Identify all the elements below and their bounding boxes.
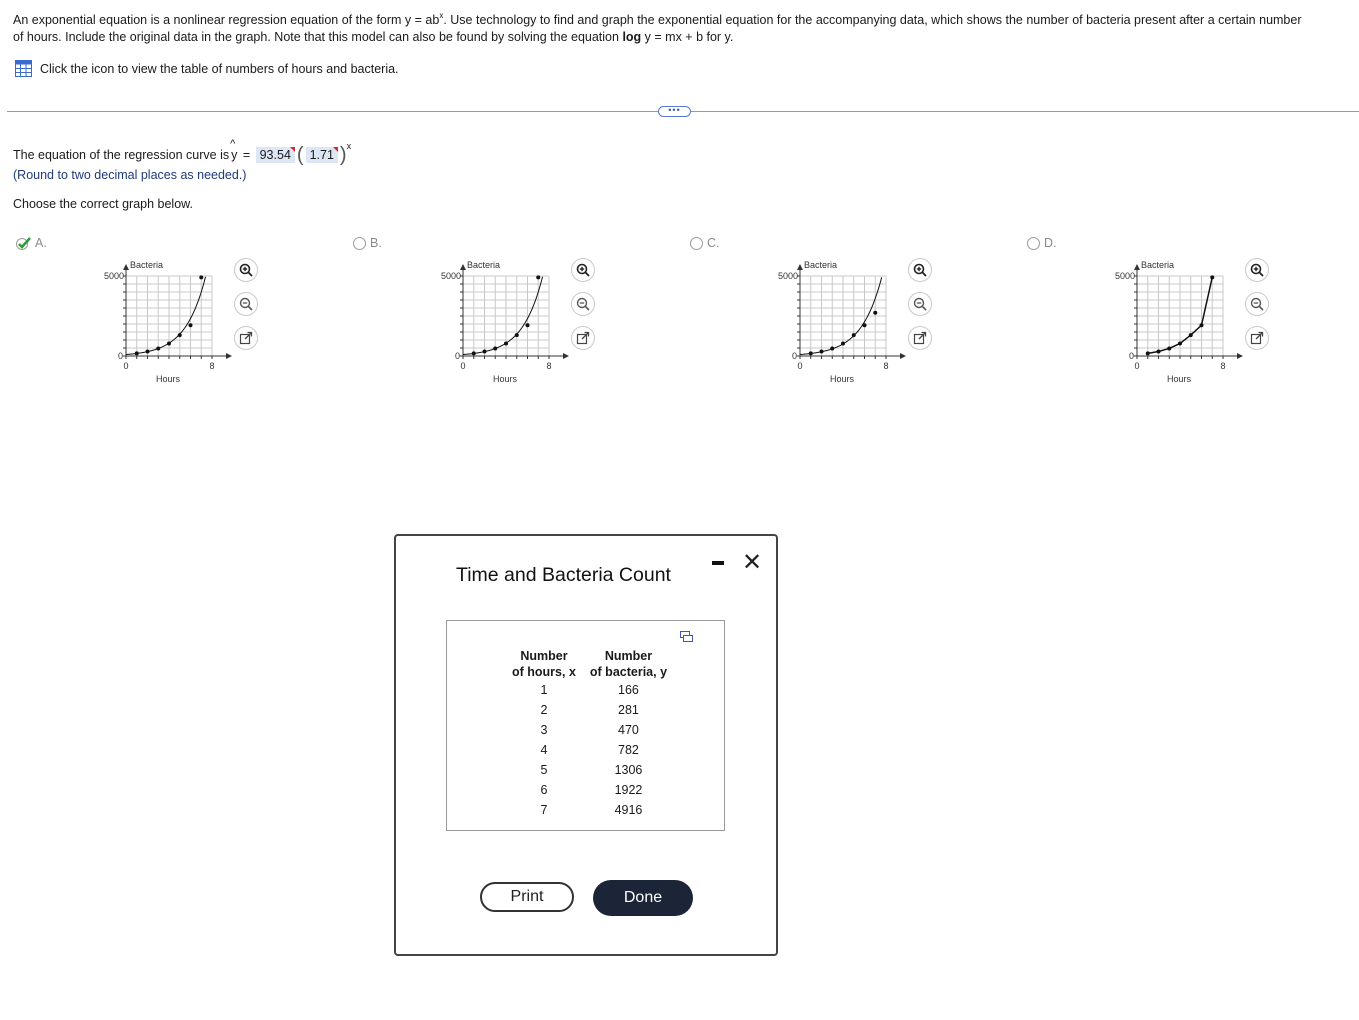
x-axis-arrow: [1237, 353, 1243, 359]
table-row: [505, 740, 674, 760]
table-row: [505, 680, 674, 700]
zoom-in-icon[interactable]: [913, 263, 927, 277]
hours-cell: 6: [540, 783, 548, 797]
minimize-icon[interactable]: [712, 561, 724, 565]
pop-out-icon[interactable]: [239, 331, 253, 345]
pop-out-button[interactable]: [571, 326, 595, 350]
zoom-out-icon[interactable]: [1250, 297, 1264, 311]
intro-text-2: . Use technology to find and graph the exponential equation for the accompanying data, which shows the number of bacteria present after a certain number: [443, 13, 1302, 28]
pop-out-icon[interactable]: [576, 331, 590, 345]
round-note: (Round to two decimal places as needed.): [13, 168, 247, 182]
hours-cell: 4: [540, 743, 548, 757]
col-hours-header: Number of hours, x: [512, 649, 576, 679]
option-graph: [94, 256, 244, 386]
data-point: [1210, 275, 1214, 279]
x-axis-arrow: [900, 353, 906, 359]
zoom-in-icon[interactable]: [1250, 263, 1264, 277]
left-paren: (: [296, 144, 304, 166]
zoom-in-button[interactable]: [908, 258, 932, 282]
x-tick-label: 8: [209, 361, 215, 371]
zoom-out-icon[interactable]: [239, 297, 253, 311]
hours-cell: 1: [540, 683, 548, 697]
zoom-out-button[interactable]: [234, 292, 258, 316]
hat-symbol: ^: [230, 138, 236, 150]
pop-out-button[interactable]: [908, 326, 932, 350]
regression-equation: [13, 138, 352, 166]
option-c-radio[interactable]: [690, 236, 720, 250]
y-axis-arrow: [1134, 264, 1140, 270]
y-axis-arrow: [460, 264, 466, 270]
hours-cell: 5: [540, 763, 548, 777]
copy-icon[interactable]: [680, 631, 693, 642]
option-graph: [1105, 256, 1255, 386]
data-table: [505, 648, 674, 820]
data-point: [515, 333, 519, 337]
y-hat: ^ y: [230, 138, 238, 162]
intro-text-4: y = mx + b for y.: [641, 30, 734, 45]
data-point: [483, 350, 487, 354]
option-letter: B.: [370, 236, 382, 250]
option-b-radio[interactable]: [353, 236, 382, 250]
bacteria-cell: 281: [618, 703, 639, 717]
y-axis-label: Bacteria: [467, 260, 501, 270]
zoom-out-button[interactable]: [571, 292, 595, 316]
data-point: [1157, 350, 1161, 354]
data-point: [1200, 323, 1204, 327]
data-point: [493, 346, 497, 350]
done-button[interactable]: Done: [593, 880, 693, 916]
x-tick-label: 0: [1134, 361, 1140, 371]
data-point: [135, 351, 139, 355]
exponent-x: x: [439, 11, 444, 20]
zoom-in-icon[interactable]: [576, 263, 590, 277]
data-point: [873, 311, 877, 315]
data-point: [1189, 333, 1193, 337]
zoom-out-icon[interactable]: [576, 297, 590, 311]
y-axis-label: Bacteria: [1141, 260, 1175, 270]
bacteria-cell: 470: [618, 723, 639, 737]
zoom-out-button[interactable]: [908, 292, 932, 316]
equals-sign: =: [239, 148, 254, 162]
log-bold: log: [622, 30, 642, 45]
data-point: [1167, 346, 1171, 350]
zoom-in-button[interactable]: [1245, 258, 1269, 282]
intro-text-1: An exponential equation is a nonlinear regression equation of the form y = ab: [13, 13, 440, 28]
data-point: [156, 346, 160, 350]
radio-circle[interactable]: [690, 237, 703, 250]
data-point: [146, 350, 150, 354]
pop-out-button[interactable]: [1245, 326, 1269, 350]
x-axis-arrow: [226, 353, 232, 359]
table-row: [505, 760, 674, 780]
data-point: [1178, 341, 1182, 345]
answer-b-box[interactable]: 1.71: [306, 147, 338, 163]
answer-marker-icon: [290, 147, 295, 152]
y-tick-label: 5000: [1114, 271, 1135, 281]
data-point: [472, 351, 476, 355]
x-tick-label: 8: [883, 361, 889, 371]
data-point: [830, 346, 834, 350]
bacteria-cell: 1922: [614, 783, 643, 797]
view-table-label[interactable]: Click the icon to view the table of numbers of hours and bacteria.: [40, 61, 399, 76]
table-row: [505, 780, 674, 800]
x-axis-label: Hours: [829, 374, 855, 384]
y-axis-arrow: [123, 264, 129, 270]
data-table-dialog: [394, 534, 778, 956]
equation-prefix: The equation of the regression curve is: [13, 148, 230, 162]
pop-out-icon[interactable]: [1250, 331, 1264, 345]
data-point: [809, 351, 813, 355]
bacteria-cell: 166: [618, 683, 639, 697]
table-row: [505, 720, 674, 740]
data-point: [820, 350, 824, 354]
y-tick-label: 5000: [777, 271, 798, 281]
checkmark-icon: [16, 237, 31, 250]
option-a-radio[interactable]: [16, 236, 47, 250]
bacteria-cell: 782: [618, 743, 639, 757]
table-row: [505, 700, 674, 720]
view-table-link[interactable]: [15, 60, 399, 77]
data-point: [178, 333, 182, 337]
data-point: [536, 275, 540, 279]
expand-ellipsis-button[interactable]: •••: [658, 106, 691, 117]
zoom-out-icon[interactable]: [913, 297, 927, 311]
bacteria-cell: 4916: [614, 803, 643, 817]
data-point: [504, 341, 508, 345]
y-axis-label: Bacteria: [804, 260, 838, 270]
problem-statement: [13, 8, 1358, 46]
data-point: [189, 323, 193, 327]
x-axis-label: Hours: [492, 374, 518, 384]
x-axis-label: Hours: [155, 374, 181, 384]
intro-text-3: of hours. Include the original data in the graph. Note that this model can also be found by solving the equation: [13, 30, 623, 45]
data-point: [841, 341, 845, 345]
option-letter: D.: [1044, 236, 1057, 250]
pop-out-button[interactable]: [234, 326, 258, 350]
print-button[interactable]: Print: [480, 882, 574, 912]
answer-a-box[interactable]: 93.54: [256, 147, 295, 163]
y-tick-label: 0: [454, 351, 460, 361]
bacteria-cell: 1306: [614, 763, 643, 777]
y-axis-label: Bacteria: [130, 260, 164, 270]
x-tick-label: 0: [797, 361, 803, 371]
data-point: [199, 275, 203, 279]
option-graph: [431, 256, 581, 386]
y-tick-label: 5000: [440, 271, 461, 281]
data-point: [863, 323, 867, 327]
y-tick-label: 0: [1128, 351, 1134, 361]
right-paren: ): [339, 144, 347, 166]
hours-cell: 3: [540, 723, 548, 737]
close-icon[interactable]: ✕: [742, 549, 763, 576]
data-point: [526, 323, 530, 327]
data-table-frame: [446, 620, 725, 831]
x-axis-arrow: [563, 353, 569, 359]
table-row: [505, 800, 674, 820]
choose-instruction: Choose the correct graph below.: [13, 197, 193, 211]
col-bacteria-header: Number of bacteria, y: [589, 649, 668, 679]
y-tick-label: 0: [791, 351, 797, 361]
option-d-radio[interactable]: [1027, 236, 1057, 250]
zoom-in-button[interactable]: [571, 258, 595, 282]
radio-circle[interactable]: [353, 237, 366, 250]
zoom-in-icon[interactable]: [239, 263, 253, 277]
pop-out-icon[interactable]: [913, 331, 927, 345]
grid-table-icon[interactable]: [15, 60, 32, 77]
option-letter: C.: [707, 236, 720, 250]
y-tick-label: 0: [117, 351, 123, 361]
zoom-in-button[interactable]: [234, 258, 258, 282]
option-letter: A.: [35, 236, 47, 250]
equation-exponent: x: [346, 141, 352, 151]
hours-cell: 2: [540, 703, 548, 717]
y-axis-arrow: [797, 264, 803, 270]
dialog-title: Time and Bacteria Count: [456, 564, 671, 586]
radio-circle[interactable]: [1027, 237, 1040, 250]
x-axis-label: Hours: [1166, 374, 1192, 384]
data-point: [1146, 351, 1150, 355]
x-tick-label: 0: [460, 361, 466, 371]
option-graph: [768, 256, 918, 386]
data-point: [167, 341, 171, 345]
hours-cell: 7: [540, 803, 548, 817]
y-tick-label: 5000: [103, 271, 124, 281]
x-tick-label: 8: [546, 361, 552, 371]
zoom-out-button[interactable]: [1245, 292, 1269, 316]
answer-marker-icon: [333, 147, 338, 152]
data-point: [852, 333, 856, 337]
x-tick-label: 8: [1220, 361, 1226, 371]
x-tick-label: 0: [123, 361, 129, 371]
